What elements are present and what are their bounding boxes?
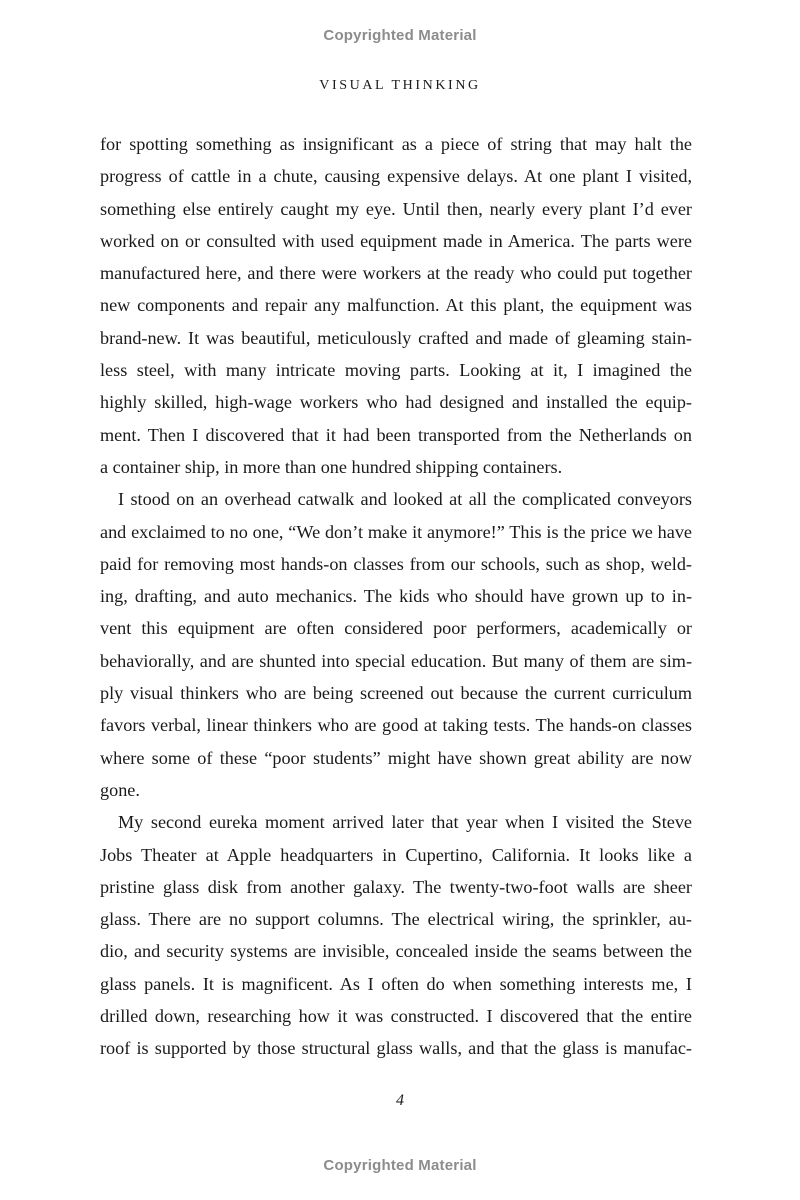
text-line: progress of cattle in a chute, causing expensive delays. At one plant I visited, [100, 166, 692, 187]
text-line: ing, drafting, and auto mechanics. The kids who should have grown up to in- [100, 586, 692, 607]
text-line: roof is supported by those structural glass walls, and that the glass is manufac- [100, 1038, 692, 1059]
page-number: 4 [396, 1092, 404, 1109]
text-line: favors verbal, linear thinkers who are good at taking tests. The hands-on classes [100, 715, 692, 736]
text-line: vent this equipment are often considered poor performers, academically or [100, 618, 692, 639]
text-line: new components and repair any malfunction. At this plant, the equipment was [100, 295, 692, 316]
running-head: VISUAL THINKING [319, 78, 481, 93]
text-line: gone. [100, 779, 140, 800]
text-line: ply visual thinkers who are being screened out because the current curriculum [100, 683, 692, 704]
text-line: paid for removing most hands-on classes from our schools, such as shop, weld- [100, 553, 692, 574]
text-line: where some of these “poor students” might have shown great ability are now [100, 747, 692, 768]
text-line: highly skilled, high-wage workers who had designed and installed the equip- [100, 392, 692, 413]
body-text [100, 128, 692, 1065]
text-line: a container ship, in more than one hundred shipping containers. [100, 456, 563, 477]
text-line: worked on or consulted with used equipment made in America. The parts were [100, 230, 692, 251]
text-line: My second eureka moment arrived later that year when I visited the Steve [118, 812, 692, 833]
paragraph [100, 128, 692, 483]
text-line: and exclaimed to no one, “We don’t make it anymore!” This is the price we have [100, 521, 692, 542]
copyright-watermark-top: Copyrighted Material [323, 27, 477, 44]
text-line: manufactured here, and there were workers at the ready who could put together [100, 263, 692, 284]
text-line: glass. There are no support columns. The electrical wiring, the sprinkler, au- [100, 909, 692, 930]
text-line: for spotting something as insignificant as a piece of string that may halt the [100, 134, 692, 154]
text-line: glass panels. It is magnificent. As I often do when something interests me, I [100, 973, 692, 994]
text-line: Jobs Theater at Apple headquarters in Cupertino, California. It looks like a [100, 844, 692, 865]
text-line: pristine glass disk from another galaxy. The twenty-two-foot walls are sheer [100, 876, 692, 897]
text-line: I stood on an overhead catwalk and looked at all the complicated conveyors [118, 489, 692, 510]
text-line: drilled down, researching how it was constructed. I discovered that the entire [100, 1006, 692, 1027]
paragraph [100, 806, 692, 1064]
paragraph [100, 483, 692, 806]
text-line: behaviorally, and are shunted into special education. But many of them are sim- [100, 650, 692, 671]
text-line: brand-new. It was beautiful, meticulously crafted and made of gleaming stain- [100, 327, 692, 348]
text-line: something else entirely caught my eye. Until then, nearly every plant I’d ever [100, 198, 692, 219]
copyright-watermark-bottom: Copyrighted Material [323, 1157, 477, 1174]
text-line: dio, and security systems are invisible, concealed inside the seams between the [100, 941, 692, 962]
text-line: ment. Then I discovered that it had been transported from the Netherlands on [100, 424, 692, 445]
text-line: less steel, with many intricate moving parts. Looking at it, I imagined the [100, 360, 692, 381]
